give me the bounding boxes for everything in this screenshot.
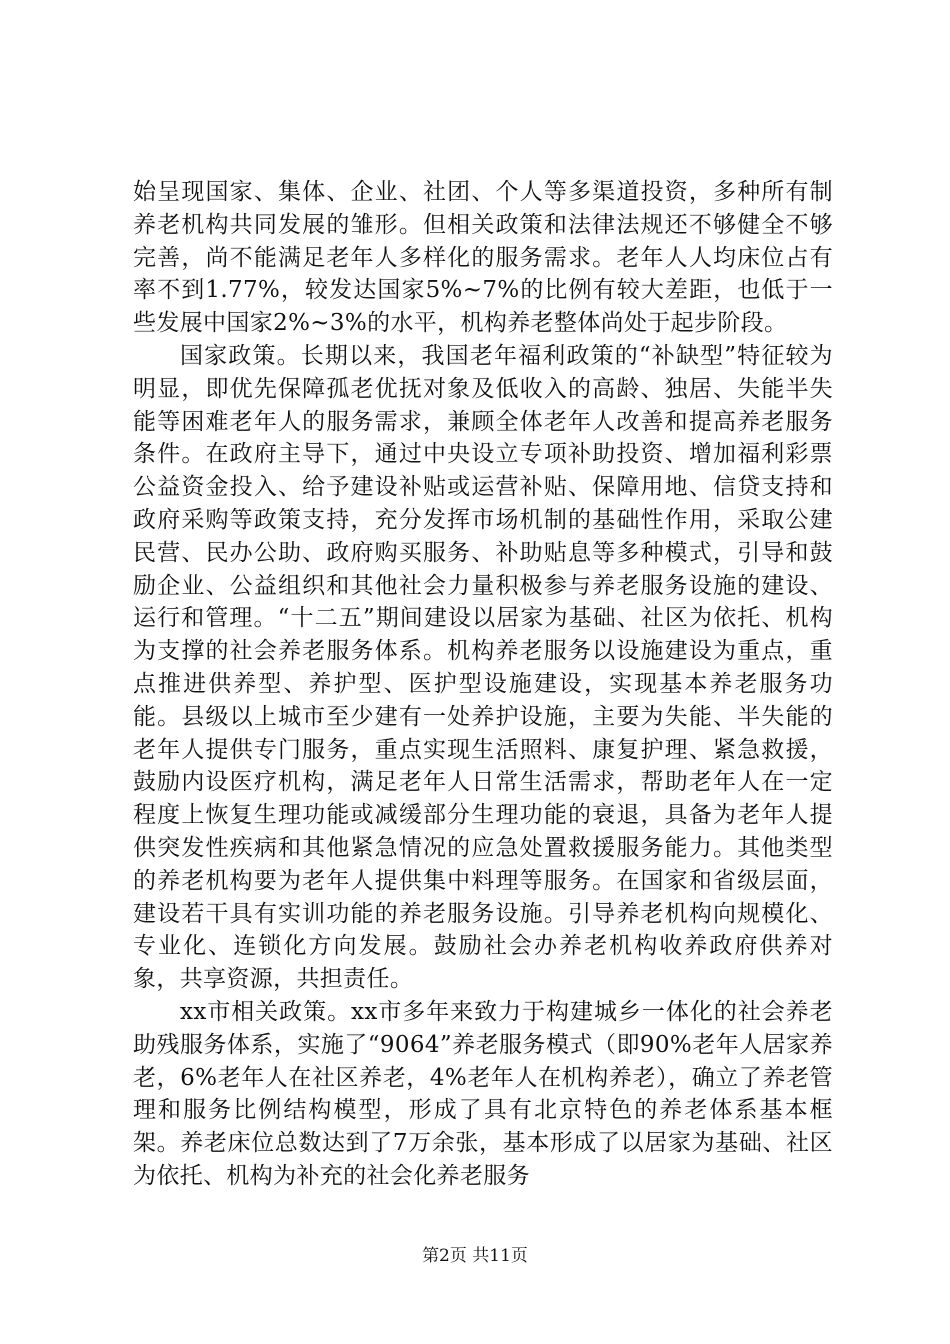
paragraph-national-policy: 国家政策。长期以来，我国老年福利政策的“补缺型”特征较为明显，即优先保障孤老优抚对象及低收入的高龄、独居、失能半失能等困难老年人的服务需求，兼顾全体老年人改善和提高养老服务条件。在政府主导下，通过中央设立专项补助投资、增加福利彩票公益资金投入、给予建设补贴或运营补贴、保障用地、信贷支持和政府采购等政策支持，充分发挥市场机制的基础性作用，采取公建民营、民办公助、政府购买服务、补助贴息等多种模式，引导和鼓励企业、公益组织和其他社会力量积极参与养老服务设施的建设、运行和管理。“十二五”期间建设以居家为基础、社区为依托、机构为支撑的社会养老服务体系。机构养老服务以设施建设为重点，重点推进供养型、养护型、医护型设施建设，实现基本养老服务功能。县级以上城市至少建有一处养护设施，主要为失能、半失能的老年人提供专门服务，重点实现生活照料、康复护理、紧急救援，鼓励内设医疗机构，满足老年人日常生活需求，帮助老年人在一定程度上恢复生理功能或减缓部分生理功能的衰退，具备为老年人提供突发性疾病和其他紧急情况的应急处置救援服务能力。其他类型的养老机构要为老年人提供集中料理等服务。在国家和省级层面，建设若干具有实训功能的养老服务设施。引导养老机构向规模化、专业化、连锁化方向发展。鼓励社会办养老机构收养政府供养对象，共享资源，共担责任。: [133, 342, 833, 993]
paragraph-city-policy: xx市相关政策。xx市多年来致力于构建城乡一体化的社会养老助残服务体系，实施了“9064”养老服务模式（即90%老年人居家养老，6%老年人在社区养老，4%老年人在机构养老），确立了养老管理和服务比例结构模型，形成了具有北京特色的养老体系基本框架。养老床位总数达到了7万余张，基本形成了以居家为基础、社区为依托、机构为补充的社会化养老服务: [133, 998, 833, 1189]
document-body: [133, 176, 833, 1193]
paragraph-continued: 始呈现国家、集体、企业、社团、个人等多渠道投资，多种所有制养老机构共同发展的雏形。但相关政策和法律法规还不够健全不够完善，尚不能满足老年人多样化的服务需求。老年人人均床位占有率不到1.77%，较发达国家5%~7%的比例有较大差距，也低于一些发展中国家2%~3%的水平，机构养老整体尚处于起步阶段。: [133, 179, 833, 337]
page-number-footer: 第2页 共11页: [422, 1246, 528, 1266]
